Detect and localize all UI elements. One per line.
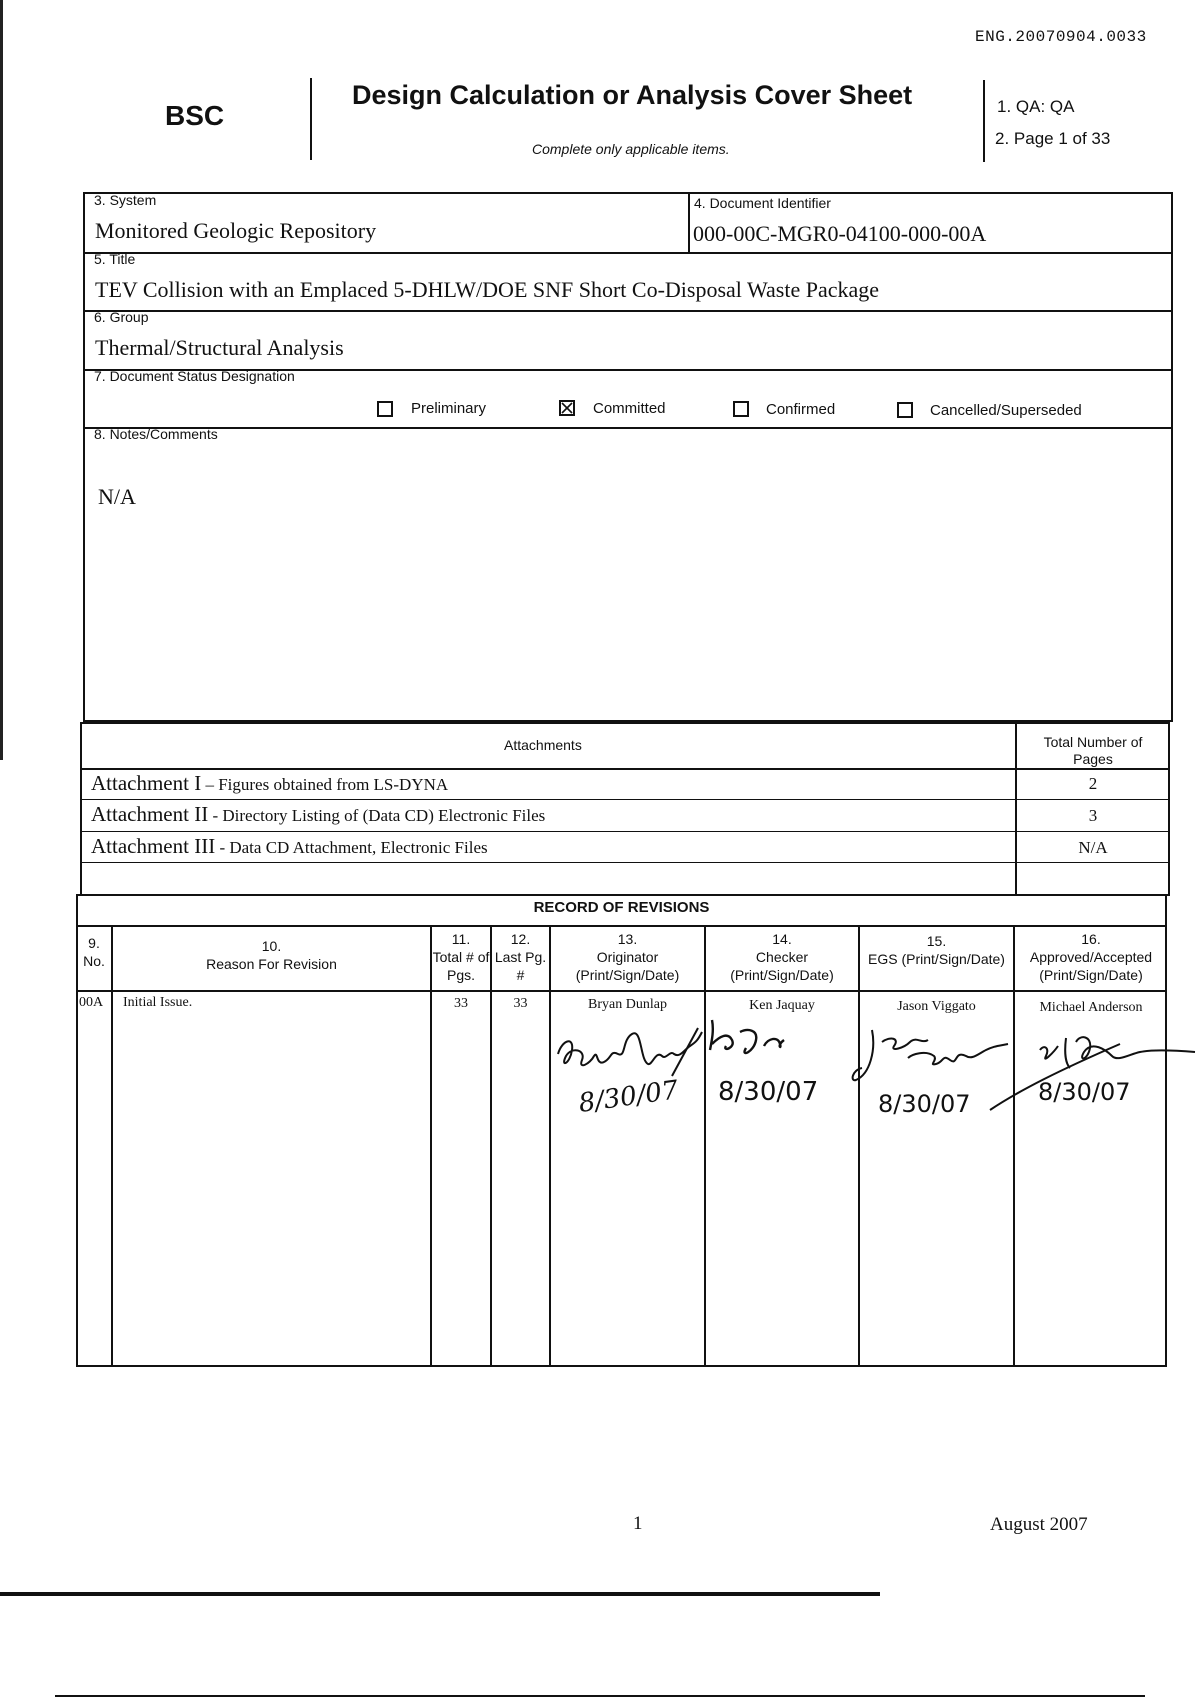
revisions-column-header-divider [76,990,1167,992]
column-number: 13. [617,931,638,947]
attachment-row-1 [91,768,448,798]
checker-signature-date: 8/30/07 [718,1077,819,1107]
system-docid-divider [688,192,690,254]
column-header-reason [113,937,430,973]
header-divider-right [983,80,985,162]
attachment-name: Attachment II [91,802,209,826]
approver-name: Michael Anderson [1039,1000,1143,1015]
row-divider-1 [83,252,1173,254]
checkbox-confirmed[interactable] [733,401,749,417]
column-header-egs [860,932,1013,968]
attachments-pages-header: Total Number of Pages [1043,734,1143,767]
column-number: 12. [510,931,531,947]
column-label: Checker (Print/Sign/Date) [730,949,834,983]
column-number: 10. [261,938,282,954]
status-label: 7. Document Status Designation [94,368,295,384]
originator-signature-date: 8/30/07 [576,1075,681,1119]
revisions-column-divider [704,925,706,1367]
column-label: Originator (Print/Sign/Date) [575,949,680,983]
column-header-approved [1015,930,1167,984]
revision-last-page: 33 [513,996,528,1011]
page-count-field: 2. Page 1 of 33 [995,129,1111,148]
document-identifier-value: 000-00C-MGR0-04100-000-00A [693,221,987,246]
column-header-no [77,934,111,970]
column-label: No. [83,953,105,969]
column-label: Last Pg. # [494,949,547,983]
row-divider-4 [83,427,1173,429]
system-label: 3. System [94,192,157,208]
attachment-name: Attachment I [91,771,202,795]
checkbox-committed[interactable] [559,400,575,416]
org-name: BSC [165,100,225,131]
attachment-pages: N/A [1078,838,1108,857]
attachment-pages: 2 [1088,774,1098,793]
column-number: 15. [926,933,947,949]
page-title: Design Calculation or Analysis Cover Sheet [352,80,913,110]
group-label: 6. Group [94,309,149,325]
originator-signature-icon [552,1020,712,1140]
attachment-description: – Figures obtained from LS-DYNA [201,775,449,794]
revisions-column-divider [858,925,860,1367]
revision-reason: Initial Issue. [123,995,193,1010]
footer-page-number: 1 [633,1513,643,1534]
checkbox-cancelled-label: Cancelled/Superseded [930,402,1082,419]
qa-field: 1. QA: QA [997,97,1075,116]
approver-signature-date: 8/30/07 [1038,1078,1131,1106]
attachment-row-divider [80,862,1170,863]
page-bottom-rule [0,1592,880,1596]
column-number: 11. [451,931,471,947]
revision-number: 00A [79,995,104,1010]
column-number: 14. [772,931,792,947]
footer-date: August 2007 [990,1514,1088,1535]
column-header-total-pages [432,930,490,984]
form-frame [83,192,1173,722]
revisions-header: RECORD OF REVISIONS [533,899,710,916]
checker-signature-icon [700,1010,850,1120]
column-label: Approved/Accepted (Print/Sign/Date) [1029,949,1153,983]
header-divider-left [310,78,312,160]
originator-name: Bryan Dunlap [588,997,667,1012]
column-label: EGS (Print/Sign/Date) [868,951,1005,967]
document-identifier-label: 4. Document Identifier [694,195,831,211]
checkbox-cancelled[interactable] [897,402,913,418]
attachment-name: Attachment III [91,834,216,858]
revision-total-pages: 33 [454,996,468,1011]
attachments-header: Attachments [504,737,582,753]
page-subtitle: Complete only applicable items. [532,141,730,157]
revisions-column-divider [1013,925,1015,1367]
revisions-header-divider [76,925,1167,927]
column-number: 9. [88,935,100,951]
checker-name: Ken Jaquay [749,998,815,1013]
document-stamp-id: ENG.20070904.0033 [975,28,1147,46]
checkbox-preliminary[interactable] [377,401,393,417]
column-header-originator [551,930,704,984]
page-bottom-rule-thin [55,1695,1145,1697]
checkbox-x-mark-icon [561,402,573,414]
egs-name: Jason Viggato [897,999,976,1014]
approver-signature-icon [980,1020,1200,1120]
notes-label: 8. Notes/Comments [94,426,218,442]
attachment-pages: 3 [1088,806,1098,825]
column-label: Total # of Pgs. [432,949,490,983]
column-header-last-page [492,930,549,984]
group-value: Thermal/Structural Analysis [95,335,344,360]
title-label: 5. Title [94,251,136,267]
notes-value: N/A [98,484,136,509]
revisions-column-divider [490,925,492,1367]
attachment-description: - Data CD Attachment, Electronic Files [215,838,488,857]
egs-signature-date: 8/30/07 [878,1090,971,1118]
revisions-column-divider [430,925,432,1367]
checkbox-committed-label: Committed [593,400,666,417]
attachment-row-2 [91,799,545,829]
row-divider-2 [83,310,1173,312]
system-value: Monitored Geologic Repository [95,218,377,243]
title-value: TEV Collision with an Emplaced 5-DHLW/DOE SNF Short Co-Disposal Waste Package [95,277,880,302]
revisions-column-divider [111,925,113,1367]
checkbox-confirmed-label: Confirmed [766,401,836,418]
checkbox-preliminary-label: Preliminary [411,400,487,417]
column-label: Reason For Revision [206,956,337,972]
column-number: 16. [1081,931,1101,947]
column-header-checker [706,930,858,984]
revisions-column-divider [549,925,551,1367]
scan-edge [0,0,3,760]
attachment-row-3 [91,831,488,861]
attachment-description: - Directory Listing of (Data CD) Electronic Files [208,806,546,825]
